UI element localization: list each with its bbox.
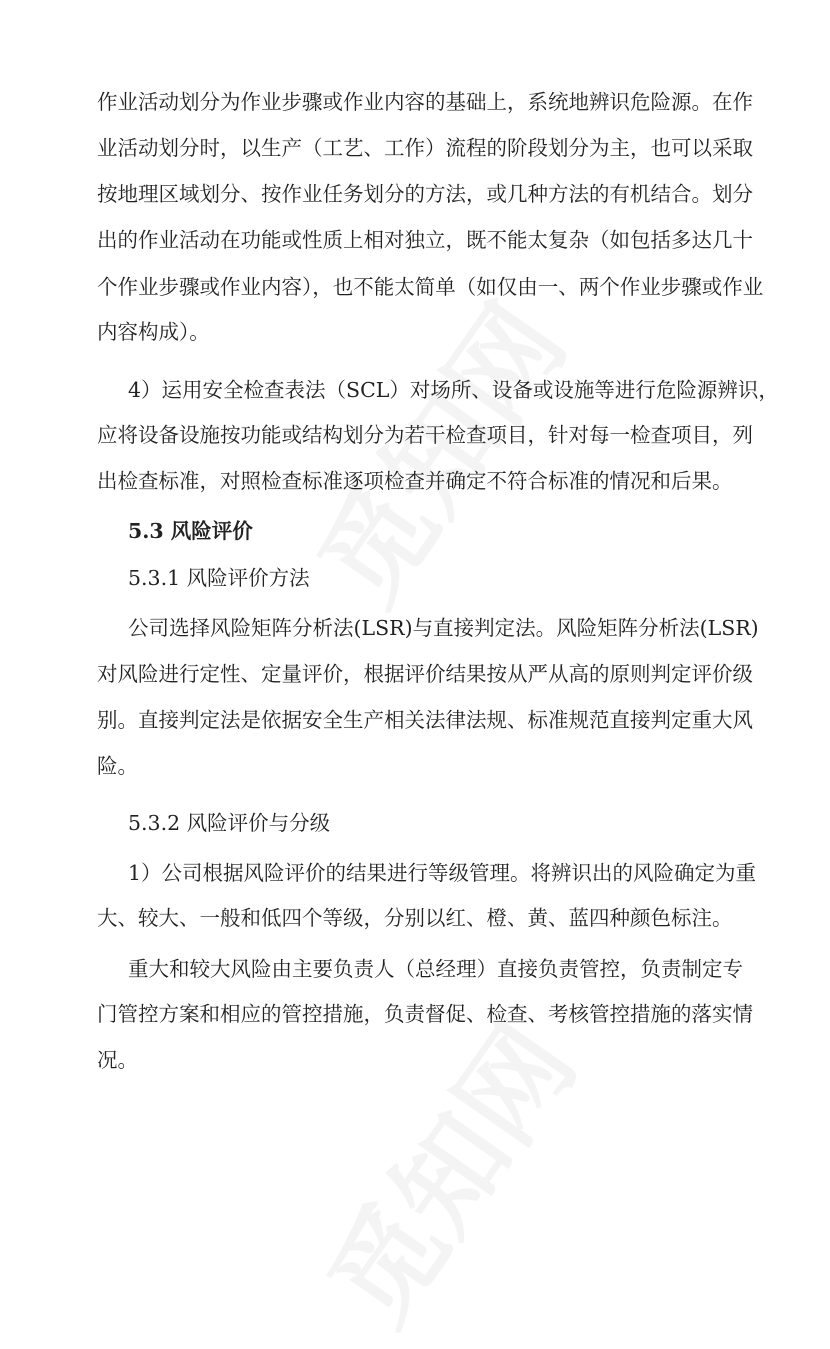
paragraph-line: 1）公司根据风险评价的结果进行等级管理。将辨识出的风险确定为重 [128, 861, 757, 885]
subsection-heading: 5.3.2 风险评价与分级 [128, 811, 331, 835]
watermark [286, 989, 605, 1349]
paragraph-line: 出检查标准，对照检查标准逐项检查并确定不符合标准的情况和后果。 [97, 469, 733, 493]
paragraph-line: 对风险进行定性、定量评价，根据评价结果按从严从高的原则判定评价级 [97, 662, 753, 686]
paragraph-line: 重大和较大风险由主要负责人（总经理）直接负责管控，负责制定专 [128, 957, 743, 981]
paragraph-line: 个作业步骤或作业内容），也不能太简单（如仅由一、两个作业步骤或作业 [97, 275, 764, 299]
paragraph-line: 门管控方案和相应的管控措施，负责督促、检查、考核管控措施的落实情 [97, 1002, 753, 1026]
section-heading: 5.3 风险评价 [128, 519, 253, 543]
paragraph-line: 况。 [97, 1048, 138, 1072]
paragraph-line: 作业活动划分为作业步骤或作业内容的基础上，系统地辨识危险源。在作 [97, 90, 753, 114]
paragraph-line: 4）运用安全检查表法（SCL）对场所、设备或设施等进行危险源辨识， [128, 378, 779, 402]
paragraph-line: 别。直接判定法是依据安全生产相关法律法规、标准规范直接判定重大风 [97, 708, 753, 732]
paragraph-line: 出的作业活动在功能或性质上相对独立，既不能太复杂（如包括多达几十 [97, 228, 753, 252]
paragraph-line: 公司选择风险矩阵分析法(LSR)与直接判定法。风险矩阵分析法(LSR) [128, 616, 759, 640]
paragraph-line: 大、较大、一般和低四个等级，分别以红、橙、黄、蓝四种颜色标注。 [97, 906, 733, 930]
paragraph-line: 内容构成）。 [97, 320, 210, 344]
paragraph-line: 按地理区域划分、按作业任务划分的方法，或几种方法的有机结合。划分 [97, 182, 753, 206]
paragraph-line: 险。 [97, 754, 138, 778]
paragraph-line: 应将设备设施按功能或结构划分为若干检查项目，针对每一检查项目，列 [97, 423, 753, 447]
paragraph-line: 业活动划分时，以生产（工艺、工作）流程的阶段划分为主，也可以采取 [97, 136, 753, 160]
subsection-heading: 5.3.1 风险评价方法 [128, 566, 310, 590]
